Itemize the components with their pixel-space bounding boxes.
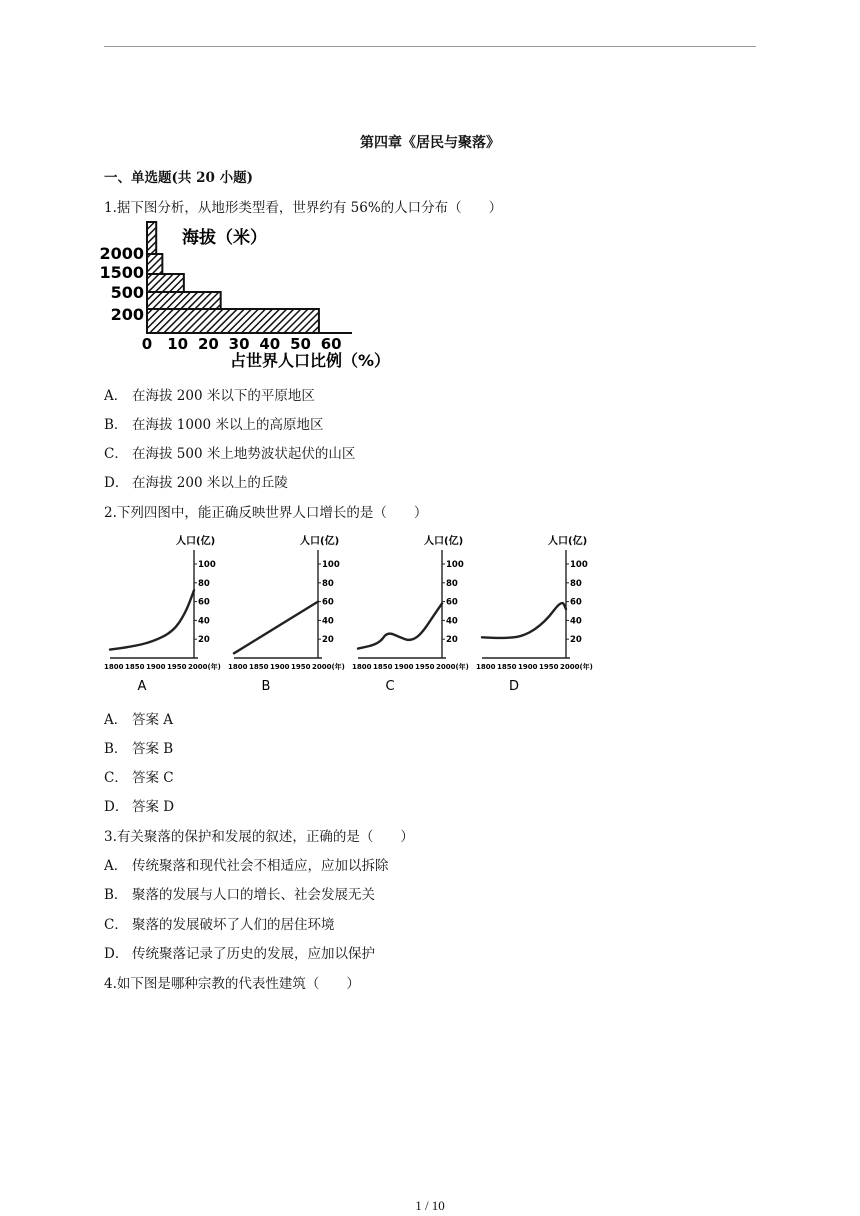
q2-panel-label-B: B	[261, 679, 271, 694]
q1-option-d[interactable]: D． 在海拔 200 米以上的丘陵	[104, 475, 288, 491]
q2-x-tick-D-1: 1850	[497, 663, 517, 671]
q2-y-tick-D-60: 60	[570, 597, 582, 608]
q2-x-tick-B-0: 1800	[228, 663, 248, 671]
q2-x-tick-A-3: 1950	[167, 663, 187, 671]
q1-option-c[interactable]: C． 在海拔 500 米上地势波状起伏的山区	[104, 446, 356, 462]
question-1-stem: 1.据下图分析，从地形类型看，世界约有 56%的人口分布（ ）	[104, 200, 503, 216]
q3-option-d[interactable]: D． 传统聚落记录了历史的发展，应加以保护	[104, 946, 375, 962]
q1-bar-500	[147, 292, 221, 309]
q2-y-tick-C-80: 80	[446, 578, 458, 589]
q2-curve-A	[110, 590, 194, 649]
q2-y-tick-C-60: 60	[446, 597, 458, 608]
header-rule	[104, 46, 756, 47]
q2-option-c[interactable]: C． 答案 C	[104, 770, 174, 786]
q1-x-tick-40: 40	[259, 335, 281, 353]
q2-x-tick-A-2: 1900	[146, 663, 166, 671]
q2-x-tick-C-1: 1850	[373, 663, 393, 671]
q1-x-tick-30: 30	[228, 335, 250, 353]
q1-bar-above-2000	[147, 222, 156, 254]
q1-elevation-chart	[99, 222, 404, 376]
q2-y-tick-A-40: 40	[198, 616, 210, 627]
q2-charts-svg	[104, 528, 594, 700]
q2-y-tick-C-40: 40	[446, 616, 458, 627]
q2-x-tick-D-4: 2000(年)	[560, 663, 593, 671]
q2-panel-B	[228, 534, 345, 694]
q2-x-tick-D-0: 1800	[476, 663, 496, 671]
q1-x-tick-10: 10	[167, 335, 189, 353]
q2-x-tick-A-1: 1850	[125, 663, 145, 671]
q1-option-b[interactable]: B． 在海拔 1000 米以上的高原地区	[104, 417, 324, 433]
q2-x-tick-C-2: 1900	[394, 663, 414, 671]
q2-y-label-B: 人口(亿)	[300, 536, 340, 547]
q2-curve-C	[358, 603, 442, 648]
q2-y-tick-D-40: 40	[570, 616, 582, 627]
q3-option-c[interactable]: C． 聚落的发展破坏了人们的居住环境	[104, 917, 335, 933]
q2-x-tick-C-4: 2000(年)	[436, 663, 469, 671]
q2-y-tick-A-100: 100	[198, 560, 216, 570]
section-heading: 一、单选题(共 20 小题)	[104, 170, 253, 186]
q1-y-tick-2000: 2000	[99, 244, 144, 263]
q2-y-tick-B-20: 20	[322, 635, 334, 646]
q2-x-tick-A-4: 2000(年)	[188, 663, 221, 671]
q1-y-tick-labels	[99, 244, 144, 324]
question-3-stem: 3.有关聚落的保护和发展的叙述，正确的是（ ）	[104, 829, 414, 845]
q1-chart-title: 海拔（米）	[182, 228, 267, 248]
q2-x-tick-B-2: 1900	[270, 663, 290, 671]
q2-x-tick-B-1: 1850	[249, 663, 269, 671]
q2-x-tick-C-0: 1800	[352, 663, 372, 671]
q2-y-tick-B-40: 40	[322, 616, 334, 627]
q3-option-b[interactable]: B． 聚落的发展与人口的增长、社会发展无关	[104, 887, 375, 903]
q2-panel-label-D: D	[508, 679, 520, 694]
q2-x-tick-A-0: 1800	[104, 663, 124, 671]
q2-x-tick-D-3: 1950	[539, 663, 559, 671]
q2-y-tick-A-80: 80	[198, 578, 210, 589]
q1-x-tick-0: 0	[141, 335, 153, 353]
q2-x-tick-C-3: 1950	[415, 663, 435, 671]
q2-y-tick-D-100: 100	[570, 560, 588, 570]
q1-x-tick-50: 50	[290, 335, 311, 353]
q2-panel-label-A: A	[137, 679, 147, 694]
q1-x-label: 占世界人口比例（%）	[230, 351, 391, 370]
q2-option-a[interactable]: A． 答案 A	[104, 712, 174, 728]
q2-y-label-A: 人口(亿)	[176, 536, 216, 547]
q1-chart-svg	[99, 222, 404, 372]
q2-y-tick-D-80: 80	[570, 578, 582, 589]
q2-y-tick-C-100: 100	[446, 560, 464, 570]
q2-curve-D	[482, 603, 566, 638]
q2-option-d[interactable]: D． 答案 D	[104, 799, 175, 815]
q2-x-tick-B-4: 2000(年)	[312, 663, 345, 671]
q2-y-tick-A-20: 20	[198, 635, 210, 646]
q2-y-label-D: 人口(亿)	[548, 536, 588, 547]
question-4-stem: 4.如下图是哪种宗教的代表性建筑（ ）	[104, 976, 360, 992]
q1-option-a[interactable]: A． 在海拔 200 米以下的平原地区	[104, 388, 315, 404]
q1-y-tick-1500: 1500	[99, 263, 144, 282]
question-2-stem: 2.下列四图中，能正确反映世界人口增长的是（ ）	[104, 505, 428, 521]
q2-x-tick-D-2: 1900	[518, 663, 538, 671]
q1-bar-200	[147, 309, 319, 333]
q2-curve-B	[234, 602, 318, 654]
q1-y-tick-200: 200	[110, 305, 144, 324]
q2-y-tick-B-80: 80	[322, 578, 334, 589]
q2-y-tick-C-20: 20	[446, 635, 458, 646]
q1-x-tick-20: 20	[197, 335, 219, 353]
q2-y-tick-B-100: 100	[322, 560, 340, 570]
q2-option-b[interactable]: B． 答案 B	[104, 741, 174, 757]
q2-y-tick-D-20: 20	[570, 635, 582, 646]
q2-y-tick-B-60: 60	[322, 597, 334, 608]
q2-population-charts	[104, 528, 594, 704]
q2-y-label-C: 人口(亿)	[424, 536, 464, 547]
page-title: 第四章《居民与聚落》	[360, 135, 500, 151]
q2-y-tick-A-60: 60	[198, 597, 210, 608]
q1-y-tick-500: 500	[110, 283, 144, 302]
q2-x-tick-B-3: 1950	[291, 663, 311, 671]
q1-x-tick-60: 60	[320, 335, 342, 353]
q2-panel-C	[352, 534, 469, 694]
q1-bar-1500	[147, 274, 184, 292]
q2-panel-label-C: C	[385, 679, 395, 694]
page-number: 1 / 10	[415, 1198, 445, 1213]
q1-bar-2000	[147, 254, 162, 274]
q2-panel-A	[104, 534, 221, 694]
q2-panel-D	[476, 534, 593, 694]
q3-option-a[interactable]: A． 传统聚落和现代社会不相适应，应加以拆除	[104, 858, 389, 874]
